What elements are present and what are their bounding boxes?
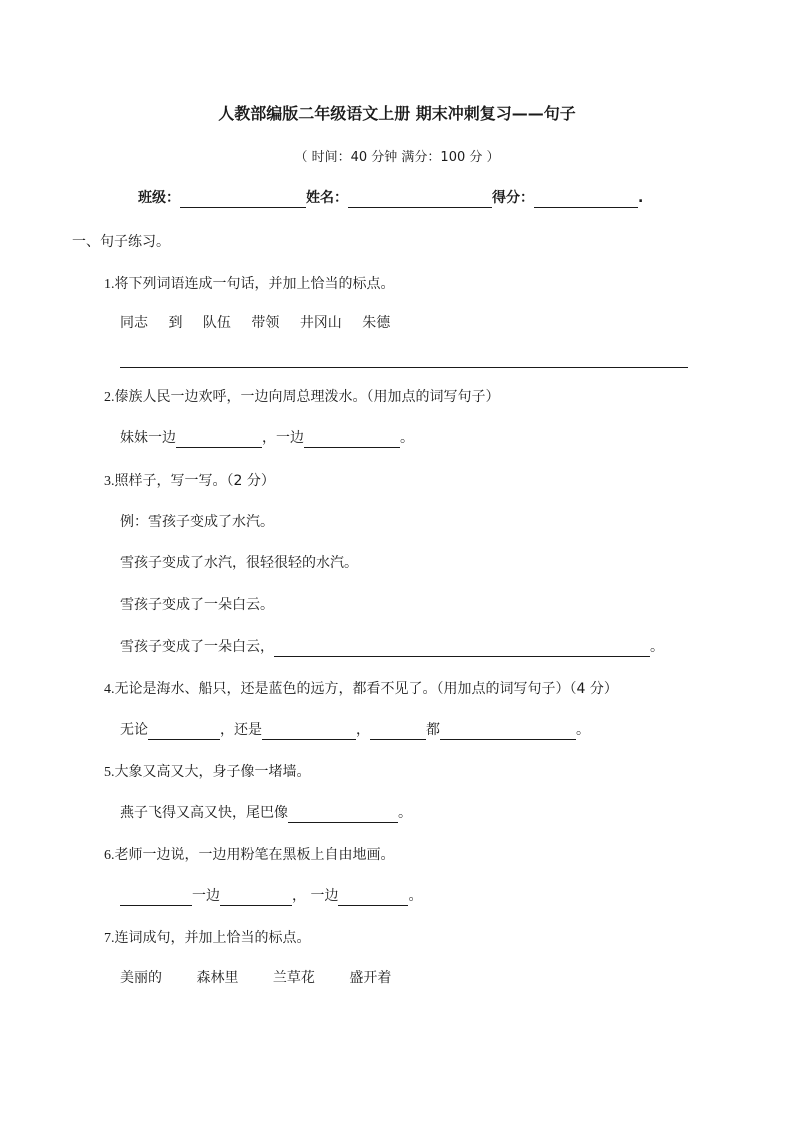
score-blank[interactable] — [534, 191, 638, 208]
q4-blank-3[interactable] — [370, 723, 426, 740]
q4-prompt-d: 都 — [426, 722, 440, 738]
q6-text: 老师一边说，一边用粉笔在黑板上自由地画。 — [114, 847, 395, 863]
q3-blank[interactable] — [274, 640, 650, 657]
q4-prompt-a: 无论 — [120, 722, 148, 738]
q3-answer-prefix: 雪孩子变成了一朵白云， — [120, 639, 274, 655]
q6-number: 6. — [104, 848, 115, 863]
q1-answer-line[interactable] — [120, 367, 688, 368]
q4-number: 4. — [104, 682, 115, 697]
q7-word-list — [120, 968, 391, 988]
class-blank[interactable] — [180, 191, 306, 208]
question-5 — [104, 762, 311, 783]
q2-text: 傣族人民一边欢呼，一边向周总理泼水。（用加点的词写句子） — [114, 389, 500, 405]
q7-word: 美丽的 — [120, 970, 162, 986]
section-heading: 一、句子练习。 — [72, 234, 170, 250]
q3-text: 照样子，写一写。（2 分） — [114, 473, 275, 489]
q3-answer-row — [120, 637, 664, 657]
student-info-row — [138, 188, 643, 208]
q6-blank-3[interactable] — [338, 889, 408, 906]
q6-prompt-b: ， 一边 — [292, 888, 339, 904]
score-label: 得分： — [492, 190, 534, 206]
q2-blank-2[interactable] — [304, 431, 400, 448]
q6-blank-2[interactable] — [220, 889, 292, 906]
q7-word: 森林里 — [196, 970, 239, 986]
q4-prompt-b: ，还是 — [220, 722, 262, 738]
q7-number: 7. — [104, 931, 115, 946]
q5-number: 5. — [104, 765, 115, 780]
q2-prompt-b: ，一边 — [262, 430, 304, 446]
q7-text: 连词成句，并加上恰当的标点。 — [114, 930, 311, 946]
q5-text: 大象又高又大，身子像一堵墙。 — [114, 764, 311, 780]
q2-answer-row — [120, 428, 414, 448]
end-dot: . — [638, 190, 644, 206]
q2-blank-1[interactable] — [176, 431, 262, 448]
q4-blank-2[interactable] — [262, 723, 356, 740]
class-label: 班级： — [138, 190, 180, 206]
question-2 — [104, 387, 500, 408]
question-7 — [104, 928, 311, 949]
q1-word: 朱德 — [362, 315, 391, 331]
question-6 — [104, 845, 395, 866]
q6-end: 。 — [408, 888, 423, 904]
q5-answer-row — [120, 803, 412, 823]
q2-prompt-a: 妹妹一边 — [120, 430, 176, 446]
name-blank[interactable] — [348, 191, 492, 208]
q1-word: 队伍 — [202, 315, 231, 331]
q6-blank-1[interactable] — [120, 889, 192, 906]
q4-text: 无论是海水、船只，还是蓝色的远方，都看不见了。（用加点的词写句子）（4 分） — [114, 681, 618, 697]
q1-word: 同志 — [120, 315, 148, 331]
q1-text: 将下列词语连成一句话，并加上恰当的标点。 — [114, 276, 395, 292]
q6-answer-row — [120, 886, 422, 906]
q3-number: 3. — [104, 474, 115, 489]
q6-prompt-a: 一边 — [192, 888, 220, 904]
q3-example-2: 雪孩子变成了水汽，很轻很轻的水汽。 — [120, 555, 358, 571]
q7-word: 盛开着 — [349, 970, 392, 986]
question-4 — [104, 679, 618, 700]
q3-example-1: 例：雪孩子变成了水汽。 — [120, 514, 274, 530]
exam-info: （ 时间：40 分钟 满分：100 分 ） — [294, 150, 500, 165]
question-3 — [104, 471, 275, 492]
q1-word: 到 — [168, 315, 183, 331]
q1-word: 井冈山 — [299, 315, 342, 331]
q4-prompt-c: ， — [356, 722, 370, 738]
q2-number: 2. — [104, 390, 115, 405]
q3-end: 。 — [650, 639, 664, 655]
q1-word-list — [120, 313, 390, 333]
q2-end: 。 — [400, 430, 414, 446]
q4-end: 。 — [576, 722, 590, 738]
question-1 — [104, 274, 395, 295]
q7-word: 兰草花 — [272, 970, 315, 986]
q1-word: 带领 — [251, 315, 280, 331]
q4-answer-row — [120, 720, 590, 740]
q3-example-3: 雪孩子变成了一朵白云。 — [120, 597, 274, 613]
q1-number: 1. — [104, 277, 115, 292]
q5-prompt: 燕子飞得又高又快，尾巴像 — [120, 805, 288, 821]
name-label: 姓名： — [306, 190, 348, 206]
q4-blank-4[interactable] — [440, 723, 576, 740]
q4-blank-1[interactable] — [148, 723, 220, 740]
q5-end: 。 — [398, 805, 412, 821]
page-title: 人教部编版二年级语文上册 期末冲刺复习——句子 — [218, 104, 576, 123]
q5-blank[interactable] — [288, 806, 398, 823]
